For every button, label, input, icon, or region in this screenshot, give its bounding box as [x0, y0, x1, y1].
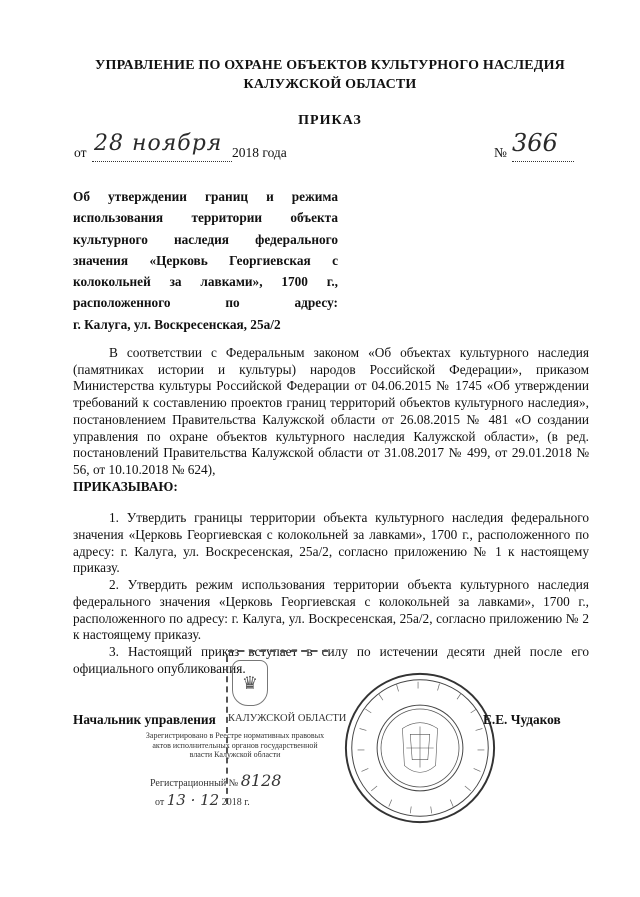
coat-of-arms-icon: ♛: [232, 660, 268, 706]
date-prefix: от: [74, 145, 87, 160]
document-type: ПРИКАЗ: [298, 113, 362, 128]
registration-date-suffix: 2018 г.: [221, 797, 250, 808]
subject-line: колокольней за лавками», 1700 г.,: [73, 274, 338, 290]
document-subject: [73, 186, 338, 335]
date-line: [60, 129, 580, 167]
registration-stamp-header: КАЛУЖСКОЙ ОБЛАСТИ: [228, 713, 347, 724]
number-underline: [512, 161, 574, 162]
subject-line: Об утверждении границ и режима: [73, 189, 338, 204]
registration-date-row: [155, 791, 250, 809]
document-body: [73, 345, 589, 677]
preamble-paragraph: В соответствии с Федеральным законом «Об объектах культурного наследия (памятниках истории и культуры) народов Российской Федерации», приказом Министерства культуры Российской Федерации от 04.06.2015 № 1745 «Об утверждении требований к составлению проектов границ территорий объектов культурного наследия», постановлением Правительства Калужской области от 26.08.2015 № 481 «О создании управления по охране объектов культурного наследия Калужской области», (в ред. постановлений Правительства Калужской области от 31.08.2017 № 499, от 29.01.2018 № 56, от 10.10.2018 № 624),: [73, 345, 589, 477]
handwritten-number: 366: [512, 129, 558, 157]
signatory-position: Начальник управления: [73, 712, 216, 727]
signatory-name: Е.Е. Чудаков: [483, 712, 561, 727]
registration-stamp-border-top: [228, 650, 328, 652]
handwritten-date: 28 ноября: [94, 131, 223, 156]
subject-line: г. Калуга, ул. Воскресенская, 25а/2: [73, 316, 281, 332]
registration-number-row: [150, 771, 281, 790]
registration-date-prefix: от: [155, 797, 165, 808]
command-word: ПРИКАЗЫВАЮ:: [73, 478, 178, 494]
order-item: 1. Утвердить границы территории объекта культурного наследия федерального значения «Церковь Георгиевская с колокольней за лавками», 1700 г., расположенного по адресу: г. Калуга, ул. Воскресенская, 25а/2, согласно приложению № 1 к настоящему приказу.: [73, 510, 589, 576]
header-line-1: УПРАВЛЕНИЕ ПО ОХРАНЕ ОБЪЕКТОВ КУЛЬТУРНОГО НАСЛЕДИЯ: [95, 58, 565, 73]
subject-line: расположенного по адресу:: [73, 295, 338, 311]
registration-number-value: 8128: [240, 771, 282, 790]
registration-stamp-text: Зарегистрировано в Реестре нормативных правовых актов исполнительных органов государственной власти Калужской области: [145, 731, 325, 759]
order-item: 2. Утвердить режим использования территории объекта культурного наследия федерального значения «Церковь Георгиевская с колокольней за лавками», 1700 г., расположенного по адресу: г. Калуга, ул. Воскресенская, 25а/2, согласно приложению № 2 к настоящему приказу.: [73, 577, 589, 643]
date-year: 2018 года: [232, 145, 287, 160]
order-item: 3. Настоящий приказ вступает в силу по истечении десяти дней после его официального опубликования.: [73, 643, 589, 676]
subject-line: значения «Церковь Георгиевская с: [73, 252, 338, 268]
subject-line: культурного наследия федерального: [73, 231, 338, 247]
registration-number-label: Регистрационный №: [150, 778, 239, 789]
official-seal-icon: [342, 670, 498, 826]
date-underline: [92, 161, 232, 162]
header-line-2: КАЛУЖСКОЙ ОБЛАСТИ: [243, 77, 417, 92]
number-prefix: №: [494, 145, 507, 160]
registration-date-value: 13 · 12: [166, 791, 220, 809]
subject-line: использования территории объекта: [73, 210, 338, 226]
